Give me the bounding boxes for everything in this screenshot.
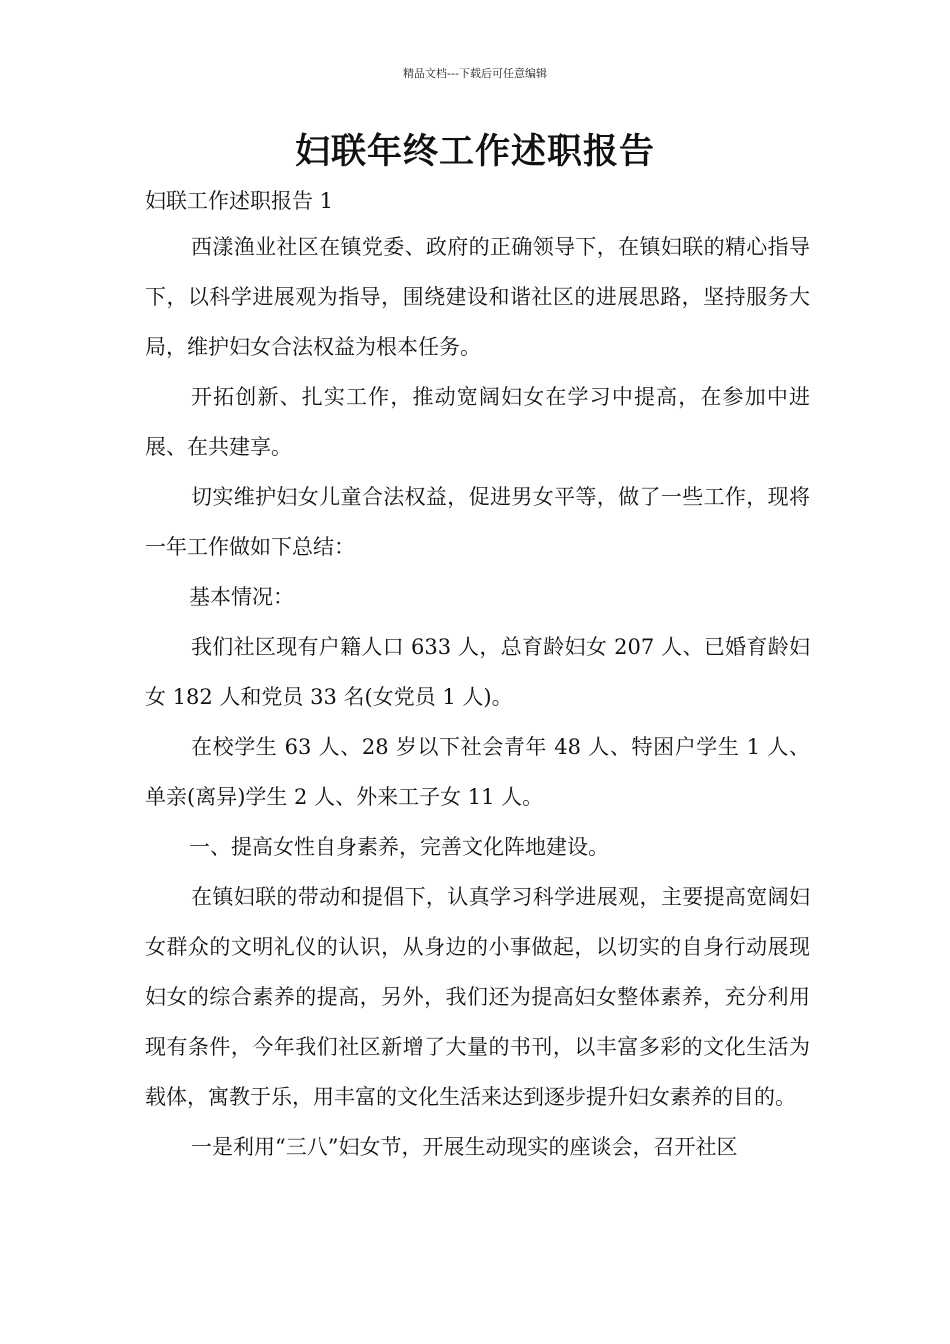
- section-heading: 基本情况：: [189, 585, 294, 609]
- paragraph: 在校学生 63 人、28 岁以下社会青年 48 人、特困户学生 1 人、单亲(离异)学生 2 人、外来工子女 11 人。: [145, 735, 810, 809]
- section-heading: 一、提高女性自身素养，完善文化阵地建设。: [189, 835, 609, 859]
- paragraph: 我们社区现有户籍人口 633 人，总育龄妇女 207 人、已婚育龄妇女 182 人和党员 33 名(女党员 1 人)。: [145, 635, 810, 709]
- header-note: 精品文档---下载后可任意编辑: [403, 67, 547, 80]
- document-title: 妇联年终工作述职报告: [294, 131, 655, 172]
- section-subtitle: 妇联工作述职报告 1: [145, 189, 334, 213]
- paragraph: 一是利用“三八”妇女节，开展生动现实的座谈会，召开社区: [191, 1135, 738, 1159]
- paragraph: 开拓创新、扎实工作，推动宽阔妇女在学习中提高，在参加中进展、在共建享。: [145, 385, 810, 459]
- paragraph: 切实维护妇女儿童合法权益，促进男女平等，做了一些工作，现将一年工作做如下总结：: [145, 485, 810, 559]
- paragraph: 在镇妇联的带动和提倡下，认真学习科学进展观，主要提高宽阔妇女群众的文明礼仪的认识，从身边的小事做起，以切实的自身行动展现妇女的综合素养的提高，另外，我们还为提高妇女整体素养，充分利用现有条件，今年我们社区新增了大量的书刊，以丰富多彩的文化生活为载体，寓教于乐，用丰富的文化生活来达到逐步提升妇女素养的目的。: [145, 885, 810, 1109]
- document-body: [145, 180, 810, 1172]
- paragraph: 西漾渔业社区在镇党委、政府的正确领导下，在镇妇联的精心指导下，以科学进展观为指导，围绕建设和谐社区的进展思路，坚持服务大局，维护妇女合法权益为根本任务。: [145, 235, 810, 359]
